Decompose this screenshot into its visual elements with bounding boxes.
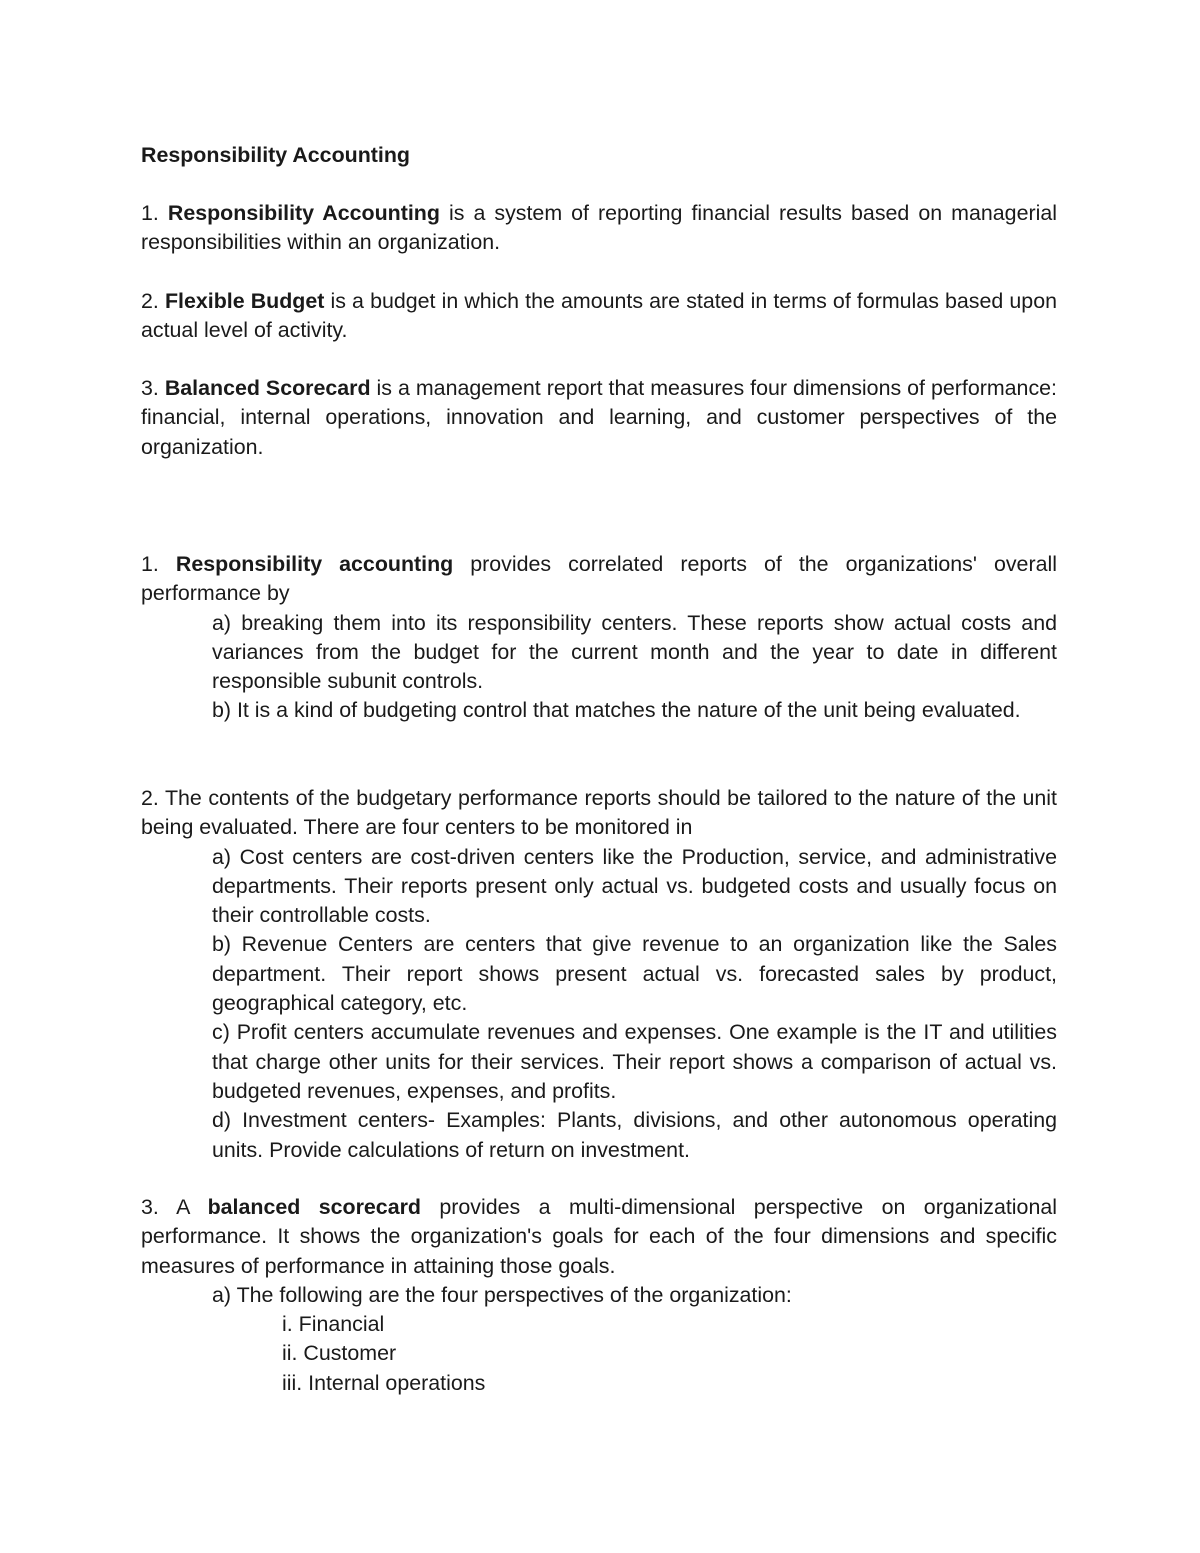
sub-point: d) Investment centers- Examples: Plants, divisions, and other autonomous operating units. Provide calculations of return on investment. (212, 1108, 1057, 1162)
paragraph-text: provides a multi-dimensional perspective on organizational performance. It shows the organization's goals for each of the four dimensions and specific measures of performance in attaining those goals. (141, 1195, 1057, 1278)
definition-item (141, 374, 1057, 462)
sub-point: a) breaking them into its responsibility centers. These reports show actual costs and variances from the budget for the current month and the year to date in different responsible subunit controls. (212, 610, 1057, 694)
discussion-item (141, 550, 1057, 726)
item-number: 3. (141, 376, 165, 400)
defined-term: Balanced Scorecard (164, 376, 371, 400)
perspective-item: ii. Customer (282, 1341, 397, 1366)
defined-term: Flexible Budget (164, 289, 325, 313)
definition-text: is a system of reporting financial results based on managerial responsibilities within an organization. (141, 201, 1057, 255)
defined-term: balanced scorecard (207, 1195, 421, 1219)
document-title: Responsibility Accounting (141, 143, 410, 167)
definition-text: is a management report that measures four dimensions of performance: financial, internal operations, innovation and learning, and customer perspectives of the organization. (141, 376, 1057, 459)
defined-term: Responsibility accounting (175, 552, 454, 576)
perspective-item: i. Financial (282, 1312, 385, 1337)
item-number: 1. (141, 201, 168, 225)
sub-point: b) It is a kind of budgeting control that matches the nature of the unit being evaluated. (212, 698, 1021, 723)
item-number: 2. (141, 289, 165, 313)
sub-point: b) Revenue Centers are centers that give revenue to an organization like the Sales department. Their report shows present actual vs. forecasted sales by product, geographical category, etc. (212, 932, 1057, 1016)
paragraph-text: 2. The contents of the budgetary performance reports should be tailored to the nature of the unit being evaluated. There are four centers to be monitored in (141, 786, 1057, 840)
sub-point: a) Cost centers are cost-driven centers like the Production, service, and administrative departments. Their reports present only actual vs. budgeted costs and usually focus on their controllable costs. (212, 844, 1057, 928)
defined-term: Responsibility Accounting (167, 201, 440, 225)
perspective-item: iii. Internal operations (282, 1370, 486, 1395)
definition-item (141, 287, 1057, 346)
paragraph-text: provides correlated reports of the organizations' overall performance by (141, 552, 1057, 606)
discussion-item (141, 784, 1057, 1165)
sub-point: c) Profit centers accumulate revenues and expenses. One example is the IT and utilities that charge other units for their services. Their report shows a comparison of actual vs. budgeted revenues, expenses, and profits. (212, 1020, 1057, 1103)
item-number: 3. A (141, 1195, 208, 1219)
item-number: 1. (141, 552, 176, 576)
definition-item (141, 199, 1057, 258)
discussion-item (141, 1193, 1057, 1398)
sub-point: a) The following are the four perspectives of the organization: (212, 1282, 792, 1307)
definition-text: is a budget in which the amounts are stated in terms of formulas based upon actual level of activity. (141, 289, 1057, 343)
